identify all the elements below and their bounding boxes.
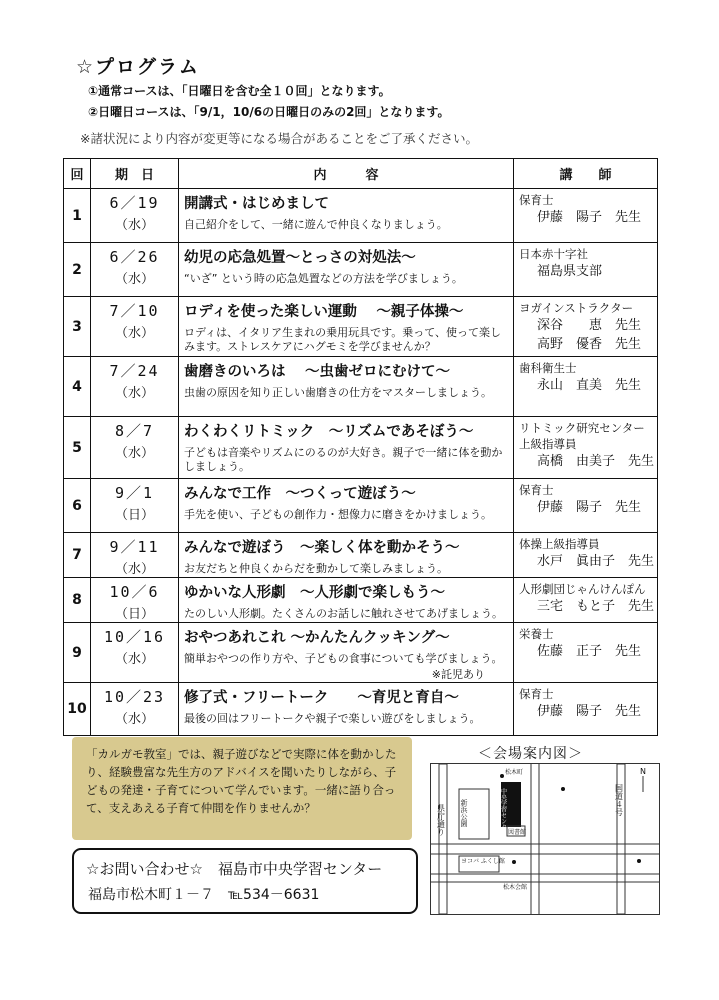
map-label-bus-stop: 松木町 [505, 769, 524, 776]
page-heading: ☆プログラム [76, 56, 200, 78]
session-description: ロディは、イタリア生まれの乗用玩具です。乗って、使って楽しみます。ストレスケアにハグモミを学びませんか？ [184, 326, 502, 353]
venue-map [430, 763, 660, 915]
session-weekday: （日） [114, 607, 154, 622]
session-weekday: （水） [114, 446, 154, 461]
contact-address: 福島市松木町１－７ ℡534－6631 [88, 887, 320, 903]
teacher-name: 高野 優香 先生 [537, 337, 642, 352]
teacher-organization: 保育士 [519, 193, 554, 207]
session-date-cell [91, 357, 179, 417]
teacher-name: 深谷 恵 先生 [537, 318, 642, 333]
teacher-cell [514, 683, 658, 736]
session-description: 最後の回はフリートークや親子で楽しい遊びをしましょう。 [184, 712, 481, 725]
session-date: 10／23 [103, 688, 166, 706]
map-label-library: 図書館 [508, 829, 527, 836]
session-extra-note: ※託児あり [431, 668, 485, 681]
teacher-organization: 栄養士 [519, 627, 554, 641]
table-row [64, 189, 658, 243]
session-date-cell [91, 479, 179, 533]
teacher-organization: 保育士 [519, 687, 554, 701]
session-title: 修了式・フリートーク ～育児と育自～ [184, 690, 459, 706]
teacher-name: 伊藤 陽子 先生 [537, 500, 642, 515]
session-title: わくわくリトミック ～リズムであそぼう～ [184, 424, 474, 440]
teacher-organization: 日本赤十字社 [519, 247, 588, 261]
session-date-cell [91, 533, 179, 578]
table-row [64, 683, 658, 736]
session-title: ゆかいな人形劇 ～人形劇で楽しもう～ [184, 585, 445, 601]
map-drawing [431, 764, 659, 914]
session-content-cell [179, 533, 514, 578]
promo-text: 「カルガモ教室」では、親子遊びなどで実際に体を動かしたり、経験豊富な先生方のアドバイスを聞いたりしながら、子どもの発達・子育てについて学んでいます。一緒に語り合って、支えあえる子育て仲間を作りませんか？ [86, 747, 397, 815]
table-row [64, 533, 658, 578]
teacher-name: 伊藤 陽子 先生 [537, 704, 642, 719]
session-date-cell [91, 297, 179, 357]
teacher-name: 永山 直美 先生 [537, 378, 642, 393]
session-title: おやつあれこれ ～かんたんクッキング～ [184, 630, 450, 646]
session-content-cell [179, 479, 514, 533]
teacher-name: 福島県支部 [537, 264, 603, 279]
teacher-cell [514, 417, 658, 479]
session-title: 歯磨きのいろは ～虫歯ゼロにむけて～ [184, 364, 451, 380]
session-date-cell [91, 683, 179, 736]
session-number: 2 [64, 243, 91, 297]
teacher-cell [514, 533, 658, 578]
map-label-road-left: 県庁通り [436, 804, 446, 836]
session-description: 子どもは音楽やリズムにのるのが大好き。親子で一緒に体を動かしましょう。 [184, 446, 503, 473]
session-date-cell [91, 623, 179, 683]
teacher-organization: 歯科衛生士 [519, 361, 577, 375]
table-row [64, 243, 658, 297]
map-label-center: 中央学習センター [499, 788, 507, 836]
session-date: 10／16 [103, 628, 166, 646]
session-date-cell [91, 417, 179, 479]
header-teacher: 講 師 [514, 159, 658, 189]
teacher-name: 三宅 もと子 先生 [537, 599, 655, 614]
session-number: 8 [64, 578, 91, 623]
session-weekday: （水） [114, 272, 154, 287]
teacher-cell [514, 297, 658, 357]
teacher-organization: 保育士 [519, 483, 554, 497]
session-number: 7 [64, 533, 91, 578]
session-description: 簡単おやつの作り方や、子どもの食事についても学びましょう。 [184, 652, 503, 665]
teacher-cell [514, 623, 658, 683]
session-content-cell [179, 357, 514, 417]
course-note-1: ①通常コースは、「日曜日を含む全１０回」となります。 [88, 84, 391, 98]
session-date: 6／26 [109, 248, 160, 266]
session-date: 9／1 [114, 484, 155, 502]
table-row [64, 578, 658, 623]
table-row [64, 623, 658, 683]
course-note-2: ②日曜日コースは、「9/1，10/6の日曜日のみの2回」となります。 [88, 105, 450, 119]
teacher-cell [514, 357, 658, 417]
session-content-cell [179, 623, 514, 683]
session-title: みんなで工作 ～つくって遊ぼう～ [184, 486, 416, 502]
session-title: ロディを使った楽しい運動 ～親子体操～ [184, 304, 464, 320]
session-weekday: （水） [114, 562, 154, 577]
teacher-name: 水戸 眞由子 先生 [537, 554, 655, 569]
session-date-cell [91, 578, 179, 623]
session-title: 開講式・はじめまして [184, 196, 329, 212]
map-label-shop: ヨコバ ふくし館 [461, 858, 505, 865]
teacher-name: 佐藤 正子 先生 [537, 644, 642, 659]
teacher-cell [514, 243, 658, 297]
table-row [64, 357, 658, 417]
session-number: 10 [64, 683, 91, 736]
session-description: お友だちと仲良くからだを動かして楽しみましょう。 [184, 562, 448, 575]
session-number: 9 [64, 623, 91, 683]
session-weekday: （水） [114, 712, 154, 727]
program-table [63, 158, 658, 736]
session-number: 1 [64, 189, 91, 243]
session-title: みんなで遊ぼう ～楽しく体を動かそう～ [184, 540, 460, 556]
map-label-road-right: 国道４号 [614, 784, 624, 816]
session-description: たのしい人形劇。たくさんのお話しに触れさせてあげましょう。 [184, 607, 503, 620]
session-description: “いざ” という時の応急処置などの方法を学びましょう。 [184, 272, 463, 285]
session-weekday: （水） [114, 218, 154, 233]
teacher-organization: 人形劇団じゃんけんぽん [519, 582, 646, 596]
map-label-park: 新浜公園 [460, 799, 468, 827]
session-content-cell [179, 417, 514, 479]
teacher-name: 伊藤 陽子 先生 [537, 210, 642, 225]
header-content: 内 容 [179, 159, 514, 189]
session-date: 7／10 [109, 302, 160, 320]
session-number: 3 [64, 297, 91, 357]
session-description: 虫歯の原因を知り正しい歯磨きの仕方をマスターしましょう。 [184, 386, 492, 399]
header-date: 期 日 [91, 159, 179, 189]
session-weekday: （日） [114, 508, 154, 523]
teacher-name: 高橋 由美子 先生 [537, 454, 655, 469]
session-weekday: （水） [114, 652, 154, 667]
map-label-hall: 松木会館 [503, 884, 528, 891]
session-title: 幼児の応急処置～とっさの対処法～ [184, 250, 416, 266]
contact-box [72, 848, 418, 914]
session-content-cell [179, 243, 514, 297]
session-date: 10／6 [109, 583, 160, 601]
table-row [64, 479, 658, 533]
session-number: 5 [64, 417, 91, 479]
table-row [64, 297, 658, 357]
map-title: ＜会場案内図＞ [478, 746, 583, 762]
session-description: 手先を使い、子どもの創作力・想像力に磨きをかけましょう。 [184, 508, 492, 521]
table-row [64, 417, 658, 479]
session-content-cell [179, 189, 514, 243]
session-content-cell [179, 297, 514, 357]
header-no: 回 [64, 159, 91, 189]
teacher-cell [514, 578, 658, 623]
teacher-organization: 体操上級指導員 [519, 537, 600, 551]
contact-title: ☆お問い合わせ☆ 福島市中央学習センター [86, 860, 383, 878]
teacher-cell [514, 479, 658, 533]
teacher-organization: ヨガインストラクター [519, 301, 634, 315]
teacher-organization: リトミック研究センター 上級指導員 [519, 421, 645, 451]
session-date: 6／19 [109, 194, 160, 212]
session-description: 自己紹介をして、一緒に遊んで仲良くなりましょう。 [184, 218, 448, 231]
session-date-cell [91, 189, 179, 243]
session-weekday: （水） [114, 386, 154, 401]
map-label-north: N [640, 767, 646, 776]
table-header-row [64, 159, 658, 189]
session-number: 4 [64, 357, 91, 417]
session-content-cell [179, 578, 514, 623]
teacher-cell [514, 189, 658, 243]
session-date: 7／24 [109, 362, 160, 380]
session-number: 6 [64, 479, 91, 533]
session-date-cell [91, 243, 179, 297]
session-weekday: （水） [114, 326, 154, 341]
session-content-cell [179, 683, 514, 736]
disclaimer: ※諸状況により内容が変更等になる場合があることをご了承ください。 [80, 131, 478, 146]
session-date: 9／11 [109, 538, 160, 556]
session-date: 8／7 [114, 422, 155, 440]
